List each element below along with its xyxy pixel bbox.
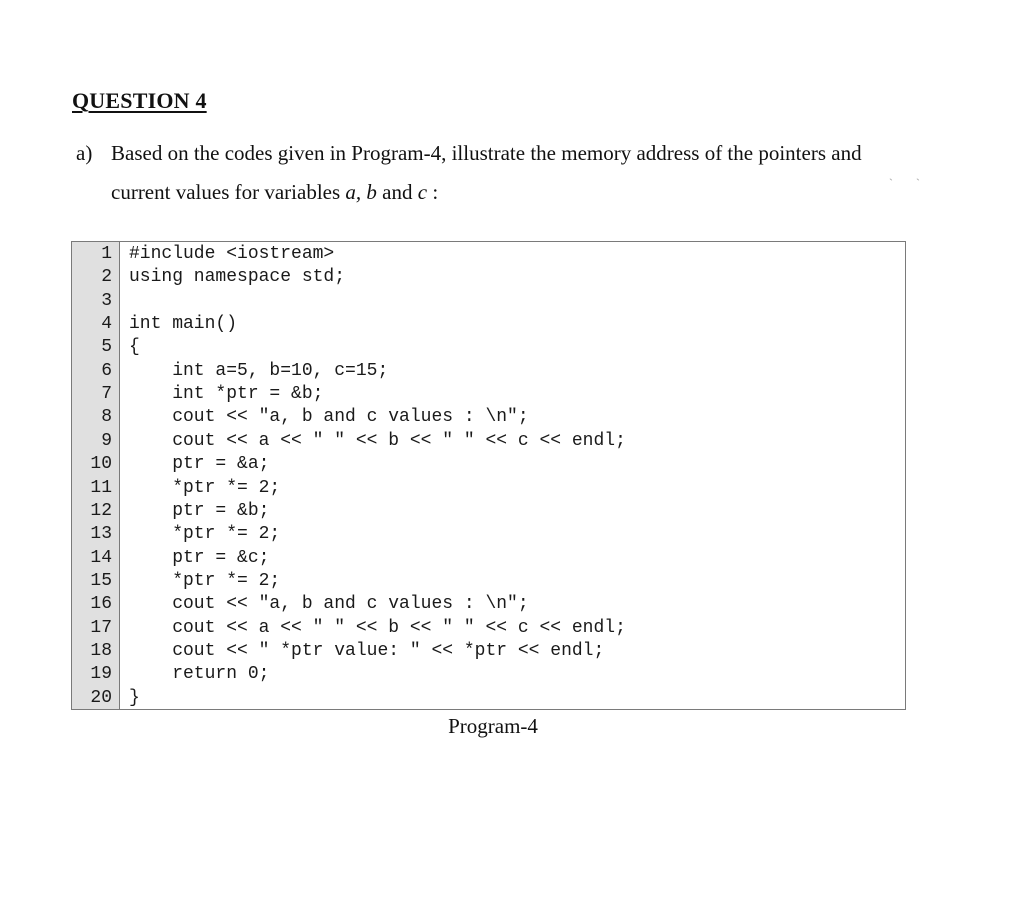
variable-c: c	[417, 180, 428, 204]
code-line	[72, 593, 905, 616]
faint-scan-mark: ` `	[889, 176, 930, 190]
line-number: 5	[101, 337, 112, 358]
code-text: ptr = &b;	[129, 500, 270, 521]
code-text: cout << "a, b and c values : \n";	[129, 407, 529, 428]
line-number: 2	[101, 267, 112, 288]
line-number: 17	[90, 617, 112, 638]
code-line	[72, 406, 905, 429]
code-line	[72, 640, 905, 663]
line-number: 10	[90, 454, 112, 475]
line-number: 12	[90, 500, 112, 521]
code-text: cout << " *ptr value: " << *ptr << endl;	[129, 640, 605, 661]
question-heading: QUESTION 4	[72, 88, 207, 113]
code-line	[72, 290, 905, 313]
code-text: }	[129, 687, 140, 708]
code-line	[72, 547, 905, 570]
code-text: *ptr *= 2;	[129, 570, 281, 591]
colon: :	[427, 180, 439, 204]
line-number: 4	[101, 314, 112, 335]
code-line	[72, 663, 905, 686]
line-number: 20	[90, 687, 112, 708]
line-number: 19	[90, 664, 112, 685]
code-text: *ptr *= 2;	[129, 477, 281, 498]
code-line	[72, 617, 905, 640]
code-text: int a=5, b=10, c=15;	[129, 360, 389, 381]
line-number: 11	[90, 477, 112, 498]
question-text-line-2	[111, 180, 438, 205]
variable-b: b	[366, 180, 377, 204]
line-number: 14	[90, 547, 112, 568]
code-text: cout << "a, b and c values : \n";	[129, 594, 529, 615]
code-text: cout << a << " " << b << " " << c << endl;	[129, 430, 626, 451]
code-text: ptr = &a;	[129, 454, 270, 475]
code-line	[72, 360, 905, 383]
code-line	[72, 570, 905, 593]
code-line	[72, 477, 905, 500]
line-number: 6	[101, 360, 112, 381]
line-number: 15	[90, 570, 112, 591]
line-number: 1	[101, 244, 112, 264]
code-line	[72, 453, 905, 476]
line-number: 7	[101, 384, 112, 405]
code-listing	[71, 241, 906, 710]
question-text-prefix: current values for variables	[111, 180, 346, 204]
code-line	[72, 266, 905, 289]
code-text: {	[129, 337, 140, 358]
variable-a: a,	[345, 180, 362, 204]
line-number: 3	[101, 290, 112, 311]
line-number: 13	[90, 524, 112, 545]
code-line	[72, 523, 905, 546]
code-line	[72, 383, 905, 406]
code-text: *ptr *= 2;	[129, 524, 281, 545]
code-line	[72, 243, 905, 266]
code-text: int *ptr = &b;	[129, 384, 324, 405]
code-line	[72, 500, 905, 523]
code-text: ptr = &c;	[129, 547, 270, 568]
code-text: #include <iostream>	[129, 244, 335, 264]
and-word: and	[376, 180, 418, 204]
code-line	[72, 430, 905, 453]
line-number: 18	[90, 640, 112, 661]
code-line	[72, 687, 905, 710]
code-text: using namespace std;	[129, 267, 346, 288]
part-label: a)	[76, 141, 93, 165]
line-number: 8	[101, 407, 112, 428]
code-line	[72, 336, 905, 359]
line-number: 16	[90, 594, 112, 615]
code-line	[72, 313, 905, 336]
code-text: return 0;	[129, 664, 270, 685]
code-text: int main()	[129, 314, 238, 335]
program-caption: Program-4	[448, 714, 538, 738]
question-text-line-1: Based on the codes given in Program-4, illustrate the memory address of the pointers and	[111, 141, 862, 165]
line-number: 9	[101, 430, 112, 451]
code-text: cout << a << " " << b << " " << c << endl;	[129, 617, 626, 638]
